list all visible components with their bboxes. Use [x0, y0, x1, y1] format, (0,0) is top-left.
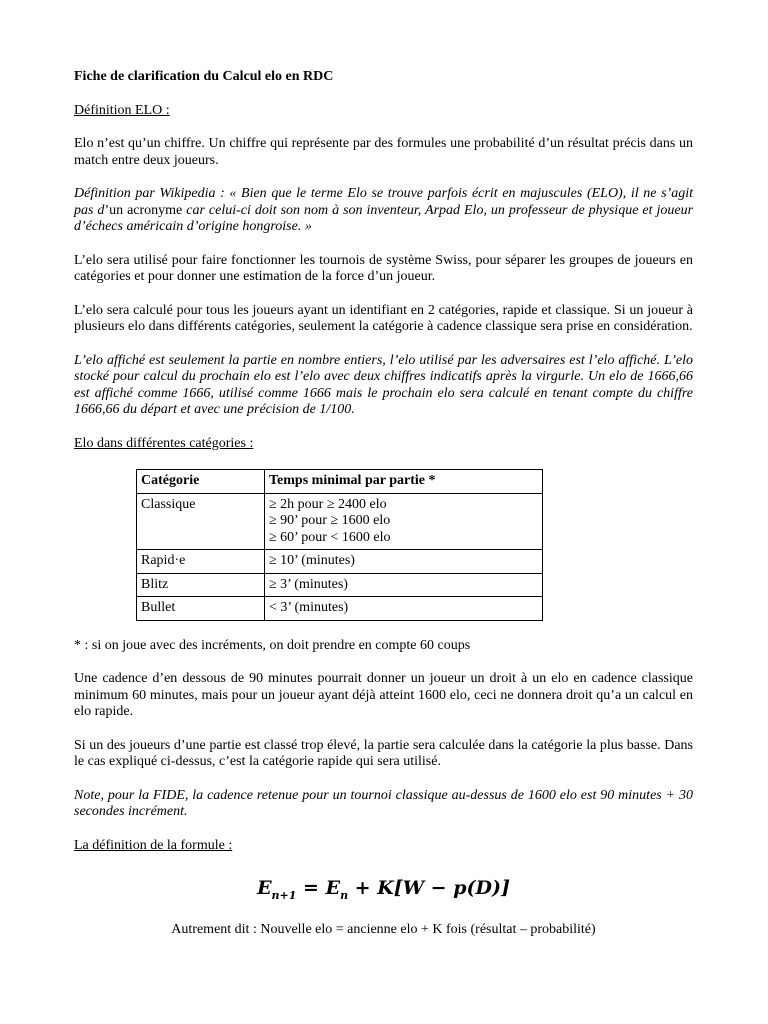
- table-row: [137, 493, 543, 550]
- heading-elo-categories: Elo dans différentes catégories :: [74, 435, 254, 451]
- time-line: ≥ 60’ pour < 1600 elo: [269, 529, 391, 545]
- table-cell-time: < 3’ (minutes): [265, 597, 543, 621]
- wiki-text-part-1: Définition par Wikipedia : « Bien que le terme Elo se trouve parfois écrit en majuscules (ELO), il ne s’agit pas d: [74, 186, 693, 218]
- category-table: [136, 469, 543, 621]
- paragraph-elo-intro: Elo n’est qu’un chiffre. Un chiffre qui représente par des formules une probabilité d’un résultat précis dans un match entre deux joueurs.: [74, 136, 693, 168]
- table-cell-time: [265, 493, 543, 550]
- heading-definition-elo: Définition ELO :: [74, 102, 170, 118]
- paragraph-cadence: Une cadence d’en dessous de 90 minutes pourrait donner un joueur un droit à un elo en cadence classique minimum 60 minutes, mais pour un joueur ayant déjà atteint 1600 elo, ceci ne donnera droit qu’a un calcul en elo rapide.: [74, 671, 693, 719]
- formula-rest: + K[W − p(D)]: [348, 877, 510, 899]
- table-cell-time: ≥ 10’ (minutes): [265, 550, 543, 574]
- formula-e-subscript: n: [340, 888, 349, 902]
- table-cell-category: Classique: [137, 493, 265, 550]
- time-line: ≥ 2h pour ≥ 2400 elo: [269, 496, 387, 512]
- paragraph-wikipedia-definition: [74, 186, 693, 236]
- paragraph-elo-display: L’elo affiché est seulement la partie en nombre entiers, l’elo utilisé par les adversaires est l’elo affiché. L’elo stocké pour calcul du prochain elo est l’elo avec deux chiffres indicatifs après la virgurle. Un elo de 1666,66 est affiché comme 1666, utilisé comme 1666 mais le prochain elo sera calculé en tenant compte du chiffre 1666,66 du départ et avec une précision de 1/100.: [74, 352, 693, 417]
- table-row: [137, 550, 543, 574]
- paragraph-fide-note: Note, pour la FIDE, la cadence retenue pour un tournoi classique au-dessus de 1600 elo est 90 minutes + 30 secondes incrément.: [74, 787, 693, 819]
- formula-lhs-subscript: n+1: [271, 888, 297, 902]
- table-cell-category: Bullet: [137, 597, 265, 621]
- table-footnote: * : si on joue avec des incréments, on doit prendre en compte 60 coups: [74, 637, 471, 653]
- wiki-text-part-2: ’un acronyme: [104, 202, 187, 218]
- paragraph-elo-usage: L’elo sera utilisé pour faire fonctionner les tournois de système Swiss, pour séparer les groupes de joueurs en catégories et pour donner une estimation de la force d’un joueur.: [74, 252, 693, 284]
- formula-equals: =: [296, 877, 326, 899]
- formula-e: E: [325, 877, 341, 899]
- formula-summary: Autrement dit : Nouvelle elo = ancienne elo + K fois (résultat – probabilité): [171, 921, 596, 937]
- table-row: [137, 573, 543, 597]
- document-page: [74, 69, 693, 938]
- time-line: ≥ 90’ pour ≥ 1600 elo: [269, 513, 391, 528]
- table-header-row: [137, 470, 543, 494]
- table-row: [137, 597, 543, 621]
- table-cell-category: Blitz: [137, 573, 265, 597]
- paragraph-elo-categories: L’elo sera calculé pour tous les joueurs ayant un identifiant en 2 catégories, rapide et classique. Si un joueur à plusieurs elo dans différents catégories, seulement la catégorie à cadence classique sera prise en considération.: [74, 302, 693, 334]
- formula-lhs: E: [257, 877, 272, 899]
- table-header-time: Temps minimal par partie *: [265, 470, 543, 494]
- wiki-text-part-3: car celui-ci doit son nom à son inventeur, Arpad Elo, un professeur de physique et joueur d’échecs américain d’origine hongroise. »: [74, 202, 694, 234]
- table-cell-time: ≥ 3’ (minutes): [265, 573, 543, 597]
- elo-formula: [74, 876, 693, 908]
- category-table-wrapper: [136, 469, 693, 621]
- document-title: Fiche de clarification du Calcul elo en RDC: [74, 69, 334, 84]
- paragraph-lowest-category: Si un des joueurs d’une partie est classé trop élevé, la partie sera calculée dans la catégorie la plus basse. Dans le cas expliqué ci-dessus, c’est la catégorie rapide qui sera utilisé.: [74, 737, 693, 769]
- heading-formula: La définition de la formule :: [74, 837, 233, 853]
- table-cell-category: Rapid·e: [137, 550, 265, 574]
- table-header-category: Catégorie: [137, 470, 265, 494]
